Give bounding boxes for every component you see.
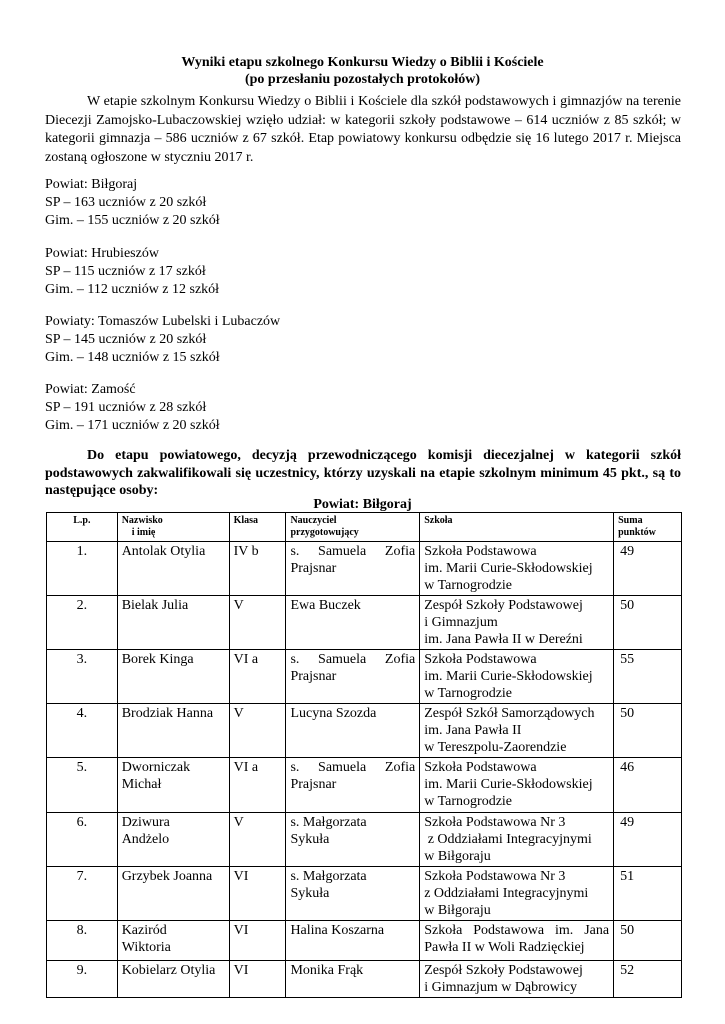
cell-lp: 2.: [47, 596, 118, 650]
cell-school-line: im. Jana Pawła II: [424, 723, 522, 738]
cell-school-line: w Tarnogrodzie: [424, 686, 513, 701]
cell-school: [420, 596, 614, 650]
cell-teacher-line: s. Samuela Zofia: [290, 652, 416, 667]
header-teacher-line2: przygotowujący: [290, 527, 359, 538]
cell-teacher-line: Prajsnar: [290, 561, 337, 576]
cell-name-line: Kaziród: [121, 923, 167, 938]
table-row: [47, 961, 682, 998]
document-subtitle: (po przesłaniu pozostałych protokołów): [244, 72, 481, 87]
cell-name-line: Borek Kinga: [121, 652, 194, 667]
cell-school: [420, 542, 614, 596]
cell-school-line: Szkoła Podstawowa Nr 3: [424, 815, 566, 830]
cell-name-line: Brodziak Hanna: [121, 706, 214, 721]
header-klasa: Klasa: [229, 513, 286, 542]
cell-klasa: VI: [229, 921, 286, 961]
cell-name: [117, 867, 229, 921]
cell-teacher-line: Lucyna Szozda: [290, 706, 377, 721]
cell-lp: 7.: [47, 867, 118, 921]
cell-school-line: z Oddziałami Integracyjnymi: [424, 832, 592, 847]
cell-school: [420, 961, 614, 998]
intro-paragraph: W etapie szkolnym Konkursu Wiedzy o Biblii i Kościele dla szkół podstawowych i gimnazjów na terenie Diecezji Zamojsko-Lubaczowskiej wzięło udział: w kategorii szkoły podstawowe – 614 uczniów z 85 szkół; w kategorii gimnazja – 586 uczniów z 67 szkół. Etap powiatowy konkursu odbędzie się 16 lutego 2017 r. Miejsca zostaną ogłoszone w styczniu 2017 r.: [45, 94, 681, 165]
cell-name: [117, 813, 229, 867]
county-sp-count: SP – 145 uczniów z 20 szkół: [45, 332, 207, 347]
cell-school-line: Zespół Szkoły Podstawowej: [424, 963, 583, 978]
table-row: [47, 921, 682, 961]
cell-name: [117, 921, 229, 961]
cell-teacher-line: Sykuła: [290, 832, 330, 847]
cell-school-line: w Biłgoraju: [424, 903, 491, 918]
cell-points: 49: [614, 542, 682, 596]
county-group-zamosc: [45, 381, 220, 435]
cell-school-line: i Gimnazjum w Dąbrowicy: [424, 980, 578, 995]
cell-teacher: [286, 813, 420, 867]
cell-points: 46: [614, 758, 682, 813]
cell-teacher-line: s. Samuela Zofia: [290, 544, 416, 559]
county-name: Powiaty: Tomaszów Lubelski i Lubaczów: [45, 314, 281, 329]
county-group-bilgoraj: [45, 176, 220, 230]
cell-school-line: Szkoła Podstawowa im. Jana: [424, 923, 610, 938]
cell-school: [420, 704, 614, 758]
header-name-line2: i imię: [131, 527, 156, 538]
cell-name-line: Bielak Julia: [121, 598, 189, 613]
cell-name: [117, 758, 229, 813]
cell-name-line: Antolak Otylia: [121, 544, 206, 559]
cell-school: [420, 921, 614, 961]
county-name: Powiat: Hrubieszów: [45, 246, 159, 261]
cell-points: 50: [614, 921, 682, 961]
cell-teacher-line: Halina Koszarna: [290, 923, 385, 938]
cell-lp: 6.: [47, 813, 118, 867]
cell-lp: 9.: [47, 961, 118, 998]
cell-school-line: w Tarnogrodzie: [424, 578, 513, 593]
document-title: Wyniki etapu szkolnego Konkursu Wiedzy o Biblii i Kościele: [181, 55, 544, 70]
cell-school-line: Szkoła Podstawowa: [424, 760, 537, 775]
header-teacher-line1: Nauczyciel: [290, 515, 337, 526]
cell-name: [117, 650, 229, 704]
header-lp: L.p.: [47, 513, 118, 542]
cell-name: [117, 704, 229, 758]
cell-klasa: VI: [229, 867, 286, 921]
county-sp-count: SP – 115 uczniów z 17 szkół: [45, 264, 206, 279]
cell-klasa: V: [229, 813, 286, 867]
cell-teacher: [286, 650, 420, 704]
cell-teacher: [286, 704, 420, 758]
table-body: [47, 542, 682, 998]
county-gim-count: Gim. – 155 uczniów z 20 szkół: [45, 213, 220, 228]
header-school: Szkoła: [420, 513, 614, 542]
header-points: [614, 513, 682, 542]
cell-points: 52: [614, 961, 682, 998]
table-row: [47, 542, 682, 596]
cell-klasa: VI a: [229, 758, 286, 813]
cell-teacher-line: s. Małgorzata: [290, 815, 367, 830]
cell-school-line: Szkoła Podstawowa: [424, 544, 537, 559]
results-table: [46, 512, 682, 998]
cell-klasa: V: [229, 704, 286, 758]
cell-school-line: Szkoła Podstawowa Nr 3: [424, 869, 566, 884]
cell-school-line: im. Marii Curie-Skłodowskiej: [424, 561, 593, 576]
cell-name-line: Andżelo: [121, 832, 170, 847]
cell-school: [420, 867, 614, 921]
table-row: [47, 650, 682, 704]
cell-school: [420, 650, 614, 704]
cell-teacher: [286, 961, 420, 998]
county-name: Powiat: Biłgoraj: [45, 177, 138, 192]
header-name-line1: Nazwisko: [121, 515, 163, 526]
cell-name: [117, 961, 229, 998]
cell-school-line: im. Jana Pawła II w Dereźni: [424, 632, 583, 647]
cell-name-line: Grzybek Joanna: [121, 869, 213, 884]
cell-school: [420, 813, 614, 867]
county-name: Powiat: Zamość: [45, 382, 136, 397]
cell-school-line: z Oddziałami Integracyjnymi: [424, 886, 589, 901]
cell-school-line: Zespół Szkół Samorządowych: [424, 706, 595, 721]
county-group-tomaszow-lubaczow: [45, 313, 280, 367]
cell-school-line: Pawła II w Woli Radzięckiej: [424, 940, 585, 955]
cell-school-line: w Biłgoraju: [424, 849, 491, 864]
cell-name: [117, 596, 229, 650]
cell-teacher-line: Monika Frąk: [290, 963, 364, 978]
county-sp-count: SP – 163 uczniów z 20 szkół: [45, 195, 207, 210]
cell-points: 51: [614, 867, 682, 921]
cell-points: 55: [614, 650, 682, 704]
cell-name-line: Michał: [121, 777, 162, 792]
county-gim-count: Gim. – 171 uczniów z 20 szkół: [45, 418, 220, 433]
cell-lp: 5.: [47, 758, 118, 813]
cell-points: 50: [614, 596, 682, 650]
cell-points: 50: [614, 704, 682, 758]
qualification-paragraph: Do etapu powiatowego, decyzją przewodniczącego komisji diecezjalnej w kategorii szkół podstawowych zakwalifikowali się uczestnicy, którzy uzyskali na etapie szkolnym minimum 45 pkt., są to następujące osoby:: [45, 448, 681, 498]
table-row: [47, 813, 682, 867]
cell-school-line: im. Marii Curie-Skłodowskiej: [424, 777, 593, 792]
cell-school-line: im. Marii Curie-Skłodowskiej: [424, 669, 593, 684]
cell-school: [420, 758, 614, 813]
cell-klasa: V: [229, 596, 286, 650]
header-name: [117, 513, 229, 542]
cell-lp: 1.: [47, 542, 118, 596]
cell-teacher: [286, 596, 420, 650]
table-row: [47, 704, 682, 758]
county-group-hrubieszow: [45, 245, 219, 299]
cell-lp: 4.: [47, 704, 118, 758]
cell-teacher-line: Prajsnar: [290, 777, 337, 792]
cell-name: [117, 542, 229, 596]
cell-name-line: Dziwura: [121, 815, 170, 830]
header-points-line2: punktów: [618, 527, 656, 538]
cell-klasa: VI: [229, 961, 286, 998]
cell-school-line: i Gimnazjum: [424, 615, 498, 630]
cell-teacher-line: Prajsnar: [290, 669, 337, 684]
cell-name-line: Kobielarz Otylia: [121, 963, 216, 978]
cell-teacher-line: Sykuła: [290, 886, 330, 901]
cell-points: 49: [614, 813, 682, 867]
header-teacher: [286, 513, 420, 542]
table-row: [47, 867, 682, 921]
county-gim-count: Gim. – 148 uczniów z 15 szkół: [45, 350, 220, 365]
cell-lp: 8.: [47, 921, 118, 961]
cell-teacher: [286, 758, 420, 813]
header-points-line1: Suma: [618, 515, 643, 526]
cell-school-line: w Tereszpolu-Zaorendzie: [424, 740, 567, 755]
table-caption: Powiat: Biłgoraj: [313, 497, 412, 512]
cell-teacher: [286, 921, 420, 961]
table-row: [47, 596, 682, 650]
cell-name-line: Dworniczak: [121, 760, 191, 775]
cell-lp: 3.: [47, 650, 118, 704]
cell-school-line: Szkoła Podstawowa: [424, 652, 537, 667]
cell-klasa: IV b: [229, 542, 286, 596]
cell-teacher-line: s. Samuela Zofia: [290, 760, 416, 775]
cell-name-line: Wiktoria: [121, 940, 171, 955]
table-header-row: [47, 513, 682, 542]
county-gim-count: Gim. – 112 uczniów z 12 szkół: [45, 282, 220, 297]
cell-teacher-line: Ewa Buczek: [290, 598, 361, 613]
cell-school-line: Zespół Szkoły Podstawowej: [424, 598, 583, 613]
cell-klasa: VI a: [229, 650, 286, 704]
cell-teacher: [286, 867, 420, 921]
table-row: [47, 758, 682, 813]
cell-teacher-line: s. Małgorzata: [290, 869, 367, 884]
cell-teacher: [286, 542, 420, 596]
cell-school-line: w Tarnogrodzie: [424, 794, 513, 809]
county-sp-count: SP – 191 uczniów z 28 szkół: [45, 400, 207, 415]
